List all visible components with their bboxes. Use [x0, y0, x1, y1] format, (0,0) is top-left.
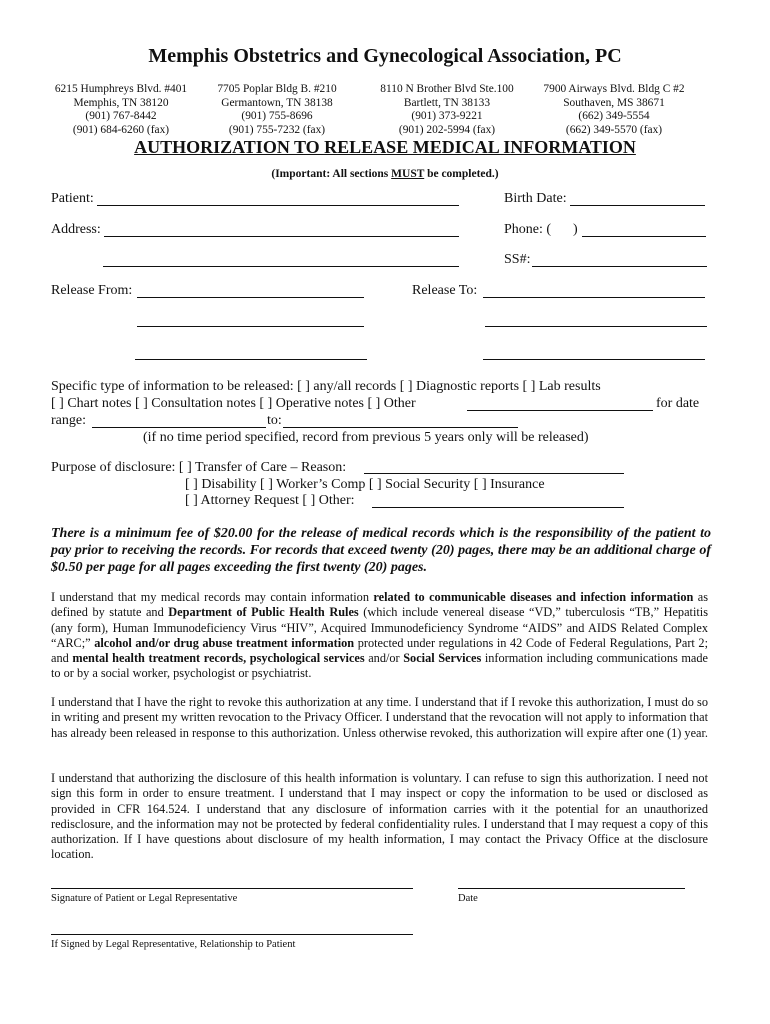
office-fax: (901) 202-5994 (fax) — [398, 123, 496, 136]
date-field[interactable] — [458, 888, 685, 889]
range-from-field[interactable] — [92, 427, 266, 428]
relationship-label: If Signed by Legal Representative, Relationship to Patient — [51, 939, 296, 950]
office-city: Germantown, TN 38138 — [221, 96, 333, 109]
phone-paren-close: ) — [573, 222, 578, 237]
signature-label: Signature of Patient or Legal Representative — [51, 893, 238, 904]
disclosure-paragraph-1: I understand that my medical records may contain information related to communicable diseases and infection information as defined by statute and Department of Public Health Rules (which include venereal disease “VD,” tuberculosis “TB,” Hepatitis (any form), Human Immunodeficiency Virus “HIV”, Acquired Immunodeficiency Syndrome “AIDS” and AIDS Related Complex “ARC;” alcohol and/or drug abuse treatment information protected under regulations in 42 Code of Federal Regulations, Part 2; and mental health treatment records, psychological services and/or Social Services information including communications made to or by a social worker, psychologist or psychiatrist. — [51, 590, 708, 681]
ss-field[interactable] — [532, 266, 707, 267]
office-city: Memphis, TN 38120 — [73, 96, 169, 109]
ss-label: SS#: — [504, 252, 531, 267]
range-to-label: to: — [267, 413, 282, 428]
info-type-line-2[interactable]: [ ] Chart notes [ ] Consultation notes [ ] Operative notes [ ] Other — [51, 396, 416, 411]
time-period-note: (if no time period specified, record from previous 5 years only will be released) — [143, 430, 589, 445]
range-to-field[interactable] — [283, 427, 518, 428]
address-label: Address: — [51, 222, 101, 237]
office-street: 7705 Poplar Bldg B. #210 — [217, 83, 337, 95]
office-phone: (901) 373-9221 — [411, 110, 483, 123]
release-from-label: Release From: — [51, 283, 133, 298]
phone-label: Phone: ( — [504, 222, 552, 237]
release-from-field-1[interactable] — [137, 297, 364, 298]
office-city: Southaven, MS 38671 — [563, 96, 665, 109]
purpose-other-field[interactable] — [372, 507, 624, 508]
office-address-airways — [524, 83, 704, 137]
fee-notice: There is a minimum fee of $20.00 for the release of medical records which is the responsibility of the patient to pay prior to receiving the records. For records that exceed twenty (20) pages, there may be an additional charge of $0.50 per page for all pages exceeding the first twenty (20) pages. — [51, 526, 711, 575]
release-to-label: Release To: — [412, 283, 478, 298]
purpose-line-2[interactable]: [ ] Disability [ ] Worker’s Comp [ ] Social Security [ ] Insurance — [185, 477, 545, 492]
office-address-poplar — [187, 83, 367, 137]
relationship-field[interactable] — [51, 934, 413, 935]
release-to-field-3[interactable] — [483, 359, 705, 360]
office-street: 6215 Humphreys Blvd. #401 — [54, 83, 188, 95]
office-street: 8110 N Brother Blvd Ste.100 — [380, 83, 514, 95]
voluntary-paragraph: I understand that authorizing the disclosure of this health information is voluntary. I can refuse to sign this authorization. I need not sign this form in order to ensure treatment. I understand that I may inspect or copy the information to be used or disclosed as provided in CFR 164.524. I understand that any disclosure of information carries with it the potential for an unauthorized redisclosure, and the information may not be protected by federal confidentiality rules. I understand that I may request a copy of this authorization. If I have questions about disclosure of my health information, I may contact the Privacy Office at the disclosure location. — [51, 771, 708, 862]
purpose-line-3[interactable]: [ ] Attorney Request [ ] Other: — [185, 493, 355, 508]
info-type-line-1[interactable]: Specific type of information to be released: [ ] any/all records [ ] Diagnostic reports [ ] Lab results — [51, 379, 601, 394]
office-fax: (901) 684-6260 (fax) — [72, 123, 170, 136]
office-fax: (901) 755-7232 (fax) — [228, 123, 326, 136]
practice-title: Memphis Obstetrics and Gynecological Association, PC — [148, 45, 622, 67]
address-field-1[interactable] — [104, 236, 459, 237]
release-from-field-3[interactable] — [135, 359, 367, 360]
office-city: Bartlett, TN 38133 — [403, 96, 491, 109]
office-phone: (901) 755-8696 — [241, 110, 313, 123]
important-note: (Important: All sections MUST be completed.) — [271, 168, 499, 180]
office-fax: (662) 349-5570 (fax) — [565, 123, 663, 136]
date-label: Date — [458, 893, 478, 904]
release-to-field-2[interactable] — [485, 326, 707, 327]
revocation-paragraph: I understand that I have the right to revoke this authorization at any time. I understand that if I revoke this authorization, I must do so in writing and present my written revocation to the Privacy Officer. I understand that the revocation will not apply to information that has already been released in response to this authorization. Unless otherwise revoked, this authorization will expire after one (1) year. — [51, 695, 708, 740]
for-date-label: for date — [656, 396, 700, 411]
office-street: 7900 Airways Blvd. Bldg C #2 — [543, 83, 685, 95]
range-label: range: — [51, 413, 86, 428]
patient-label: Patient: — [51, 191, 94, 206]
transfer-reason-field[interactable] — [364, 473, 624, 474]
purpose-line-1[interactable]: Purpose of disclosure: [ ] Transfer of Care – Reason: — [51, 460, 347, 475]
signature-field[interactable] — [51, 888, 413, 889]
office-address-humphreys — [31, 83, 211, 137]
office-phone: (901) 767-8442 — [85, 110, 157, 123]
other-info-field[interactable] — [467, 410, 653, 411]
office-phone: (662) 349-5554 — [578, 110, 650, 123]
phone-field[interactable] — [582, 236, 706, 237]
address-field-2[interactable] — [103, 266, 459, 267]
patient-field[interactable] — [97, 205, 459, 206]
release-from-field-2[interactable] — [137, 326, 364, 327]
office-address-brother — [357, 83, 537, 137]
birth-date-field[interactable] — [570, 205, 705, 206]
birth-date-label: Birth Date: — [504, 191, 567, 206]
form-heading: AUTHORIZATION TO RELEASE MEDICAL INFORMATION — [134, 137, 636, 157]
release-to-field-1[interactable] — [483, 297, 705, 298]
